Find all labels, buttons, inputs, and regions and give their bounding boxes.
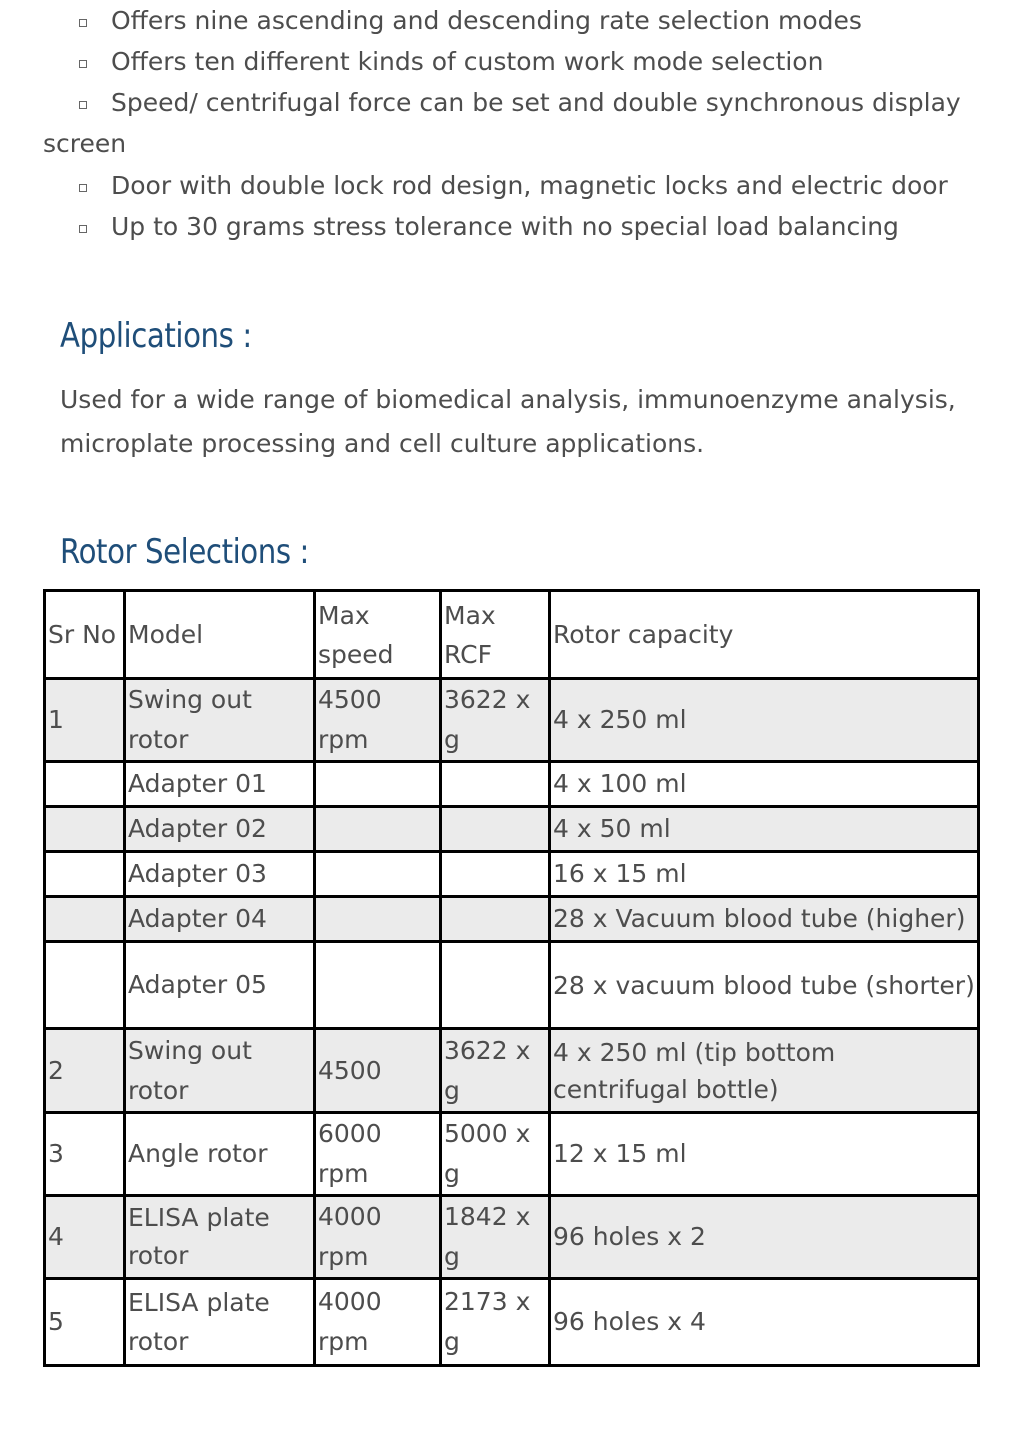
table-row <box>45 762 979 807</box>
cell-rotor-capacity: 28 x vacuum blood tube (shorter) <box>550 942 979 1029</box>
cell-model: Adapter 04 <box>125 897 315 942</box>
rotor-selection-table <box>43 589 980 1367</box>
cell-rotor-capacity: 4 x 250 ml <box>550 679 979 762</box>
cell-max-rcf: 1842 x g <box>441 1196 550 1279</box>
cell-model: ELISA plate rotor <box>125 1196 315 1279</box>
square-bullet-icon <box>79 60 87 68</box>
feature-text: Offers ten different kinds of custom work mode selection <box>111 47 824 76</box>
cell-rotor-capacity: 96 holes x 2 <box>550 1196 979 1279</box>
table-row <box>45 1196 979 1279</box>
cell-sr-no <box>45 807 125 852</box>
header-sr-no: Sr No <box>45 591 125 679</box>
header-rotor-capacity: Rotor capacity <box>550 591 979 679</box>
cell-sr-no <box>45 852 125 897</box>
cell-rotor-capacity: 4 x 50 ml <box>550 807 979 852</box>
cell-rotor-capacity: 4 x 250 ml (tip bottom centrifugal bottle) <box>550 1029 979 1113</box>
cell-model: Adapter 03 <box>125 852 315 897</box>
applications-heading: Applications : <box>60 316 252 356</box>
square-bullet-icon <box>79 184 87 192</box>
header-max-speed: Max speed <box>315 591 441 679</box>
table-row <box>45 1029 979 1113</box>
feature-text: Speed/ centrifugal force can be set and double synchronous display <box>111 88 961 117</box>
cell-rotor-capacity: 12 x 15 ml <box>550 1113 979 1196</box>
cell-max-rcf: 3622 x g <box>441 679 550 762</box>
square-bullet-icon <box>79 225 87 233</box>
cell-sr-no <box>45 942 125 1029</box>
header-max-rcf: Max RCF <box>441 591 550 679</box>
feature-text: Offers nine ascending and descending rate selection modes <box>111 6 862 35</box>
cell-sr-no: 4 <box>45 1196 125 1279</box>
applications-text: Used for a wide range of biomedical analysis, immunoenzyme analysis, microplate processing and cell culture applications. <box>60 385 956 458</box>
cell-max-speed <box>315 852 441 897</box>
table-row <box>45 1113 979 1196</box>
cell-model: Adapter 02 <box>125 807 315 852</box>
cell-model: Swing out rotor <box>125 679 315 762</box>
cell-max-rcf: 2173 x g <box>441 1279 550 1366</box>
cell-max-speed: 4500 <box>315 1029 441 1113</box>
cell-max-rcf: 3622 x g <box>441 1029 550 1113</box>
cell-max-speed: 4500 rpm <box>315 679 441 762</box>
cell-rotor-capacity: 96 holes x 4 <box>550 1279 979 1366</box>
cell-max-speed: 6000 rpm <box>315 1113 441 1196</box>
rotor-selections-heading: Rotor Selections : <box>60 532 309 572</box>
cell-rotor-capacity: 4 x 100 ml <box>550 762 979 807</box>
cell-rotor-capacity: 28 x Vacuum blood tube (higher) <box>550 897 979 942</box>
square-bullet-icon <box>79 19 87 27</box>
table-header-row <box>45 591 979 679</box>
cell-sr-no: 5 <box>45 1279 125 1366</box>
cell-max-speed <box>315 942 441 1029</box>
cell-max-rcf <box>441 852 550 897</box>
cell-max-rcf <box>441 897 550 942</box>
cell-max-speed <box>315 807 441 852</box>
table-row <box>45 852 979 897</box>
cell-sr-no <box>45 762 125 807</box>
cell-max-speed: 4000 rpm <box>315 1279 441 1366</box>
table-row <box>45 679 979 762</box>
cell-sr-no: 2 <box>45 1029 125 1113</box>
cell-max-speed: 4000 rpm <box>315 1196 441 1279</box>
cell-max-rcf <box>441 942 550 1029</box>
cell-sr-no: 1 <box>45 679 125 762</box>
square-bullet-icon <box>79 101 87 109</box>
table-row <box>45 1279 979 1366</box>
cell-model: Angle rotor <box>125 1113 315 1196</box>
cell-model: Adapter 01 <box>125 762 315 807</box>
cell-model: Swing out rotor <box>125 1029 315 1113</box>
feature-text: Up to 30 grams stress tolerance with no special load balancing <box>111 212 899 241</box>
cell-sr-no: 3 <box>45 1113 125 1196</box>
cell-max-speed <box>315 762 441 807</box>
cell-model: ELISA plate rotor <box>125 1279 315 1366</box>
table-row <box>45 807 979 852</box>
feature-text-wrap: screen <box>43 129 127 158</box>
header-model: Model <box>125 591 315 679</box>
cell-max-speed <box>315 897 441 942</box>
cell-max-rcf <box>441 762 550 807</box>
cell-max-rcf: 5000 x g <box>441 1113 550 1196</box>
cell-sr-no <box>45 897 125 942</box>
table-row <box>45 942 979 1029</box>
cell-model: Adapter 05 <box>125 942 315 1029</box>
cell-max-rcf <box>441 807 550 852</box>
table-row <box>45 897 979 942</box>
feature-text: Door with double lock rod design, magnetic locks and electric door <box>111 171 948 200</box>
cell-rotor-capacity: 16 x 15 ml <box>550 852 979 897</box>
